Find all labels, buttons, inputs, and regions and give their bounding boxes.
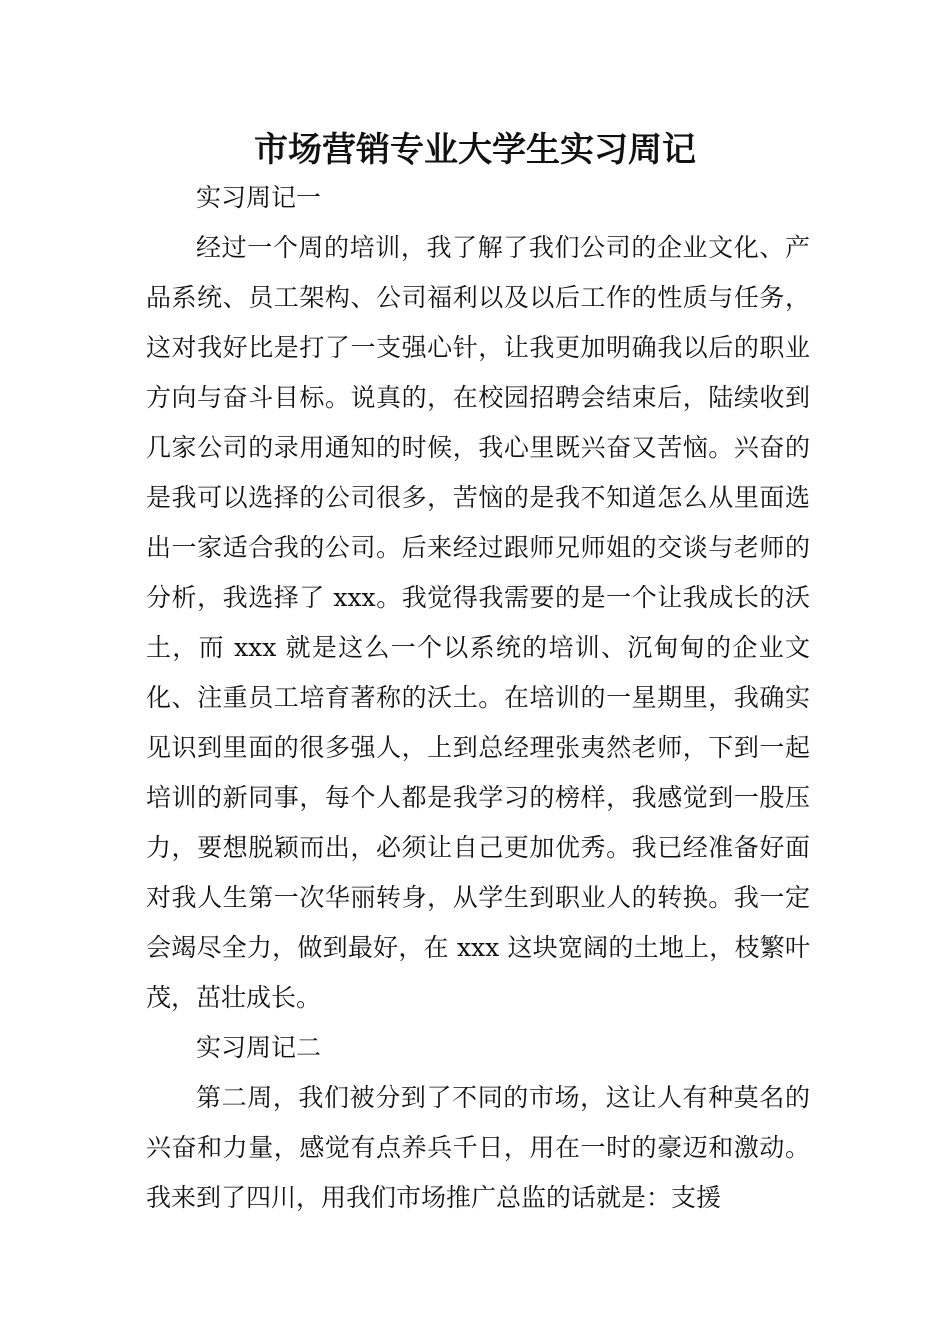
section-heading-1: 实习周记一 [196, 183, 322, 212]
document-body [146, 173, 810, 1223]
section-paragraph-2: 第二周，我们被分到了不同的市场，这让人有种莫名的兴奋和力量，感觉有点养兵千日，用在一时的豪迈和激动。我来到了四川，用我们市场推广总监的话就是：支援 [146, 1083, 810, 1212]
document-title: 市场营销专业大学生实习周记 [254, 130, 696, 170]
section-paragraph-1: 经过一个周的培训，我了解了我们公司的企业文化、产品系统、员工架构、公司福利以及以后工作的性质与任务，这对我好比是打了一支强心针，让我更加明确我以后的职业方向与奋斗目标。说真的，在校园招聘会结束后，陆续收到几家公司的录用通知的时候，我心里既兴奋又苦恼。兴奋的是我可以选择的公司很多，苦恼的是我不知道怎么从里面选出一家适合我的公司。后来经过跟师兄师姐的交谈与老师的分析，我选择了 xxx。我觉得我需要的是一个让我成长的沃土，而 xxx 就是这么一个以系统的培训、沉甸甸的企业文化、注重员工培育著称的沃土。在培训的一星期里，我确实见识到里面的很多强人，上到总经理张夷然老师，下到一起培训的新同事，每个人都是我学习的榜样，我感觉到一股压力，要想脱颖而出，必须让自己更加优秀。我已经准备好面对我人生第一次华丽转身，从学生到职业人的转换。我一定会竭尽全力，做到最好，在 xxx 这块宽阔的土地上，枝繁叶茂，茁壮成长。 [146, 233, 810, 1012]
section-heading-2: 实习周记二 [196, 1033, 322, 1062]
